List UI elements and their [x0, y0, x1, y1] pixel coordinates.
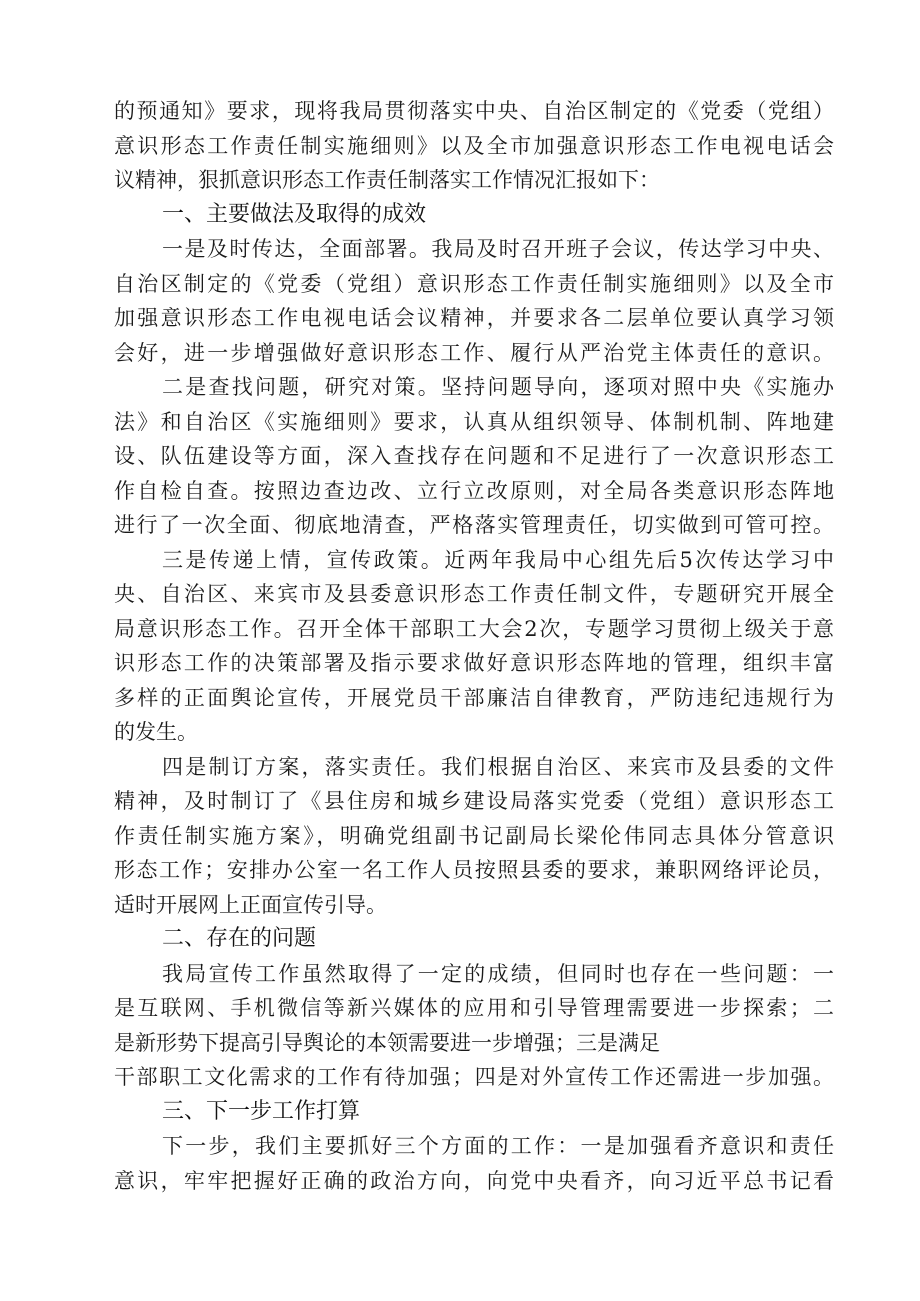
section-heading-1: 一、主要做法及取得的成效	[162, 201, 427, 227]
s1-p2-line-4: 作自检自查。按照边查边改、立行立改原则，对全局各类意识形态阵地	[114, 478, 834, 503]
intro-line-2: 意识形态工作责任制实施细则》以及全市加强意识形态工作电视电话会	[114, 133, 834, 158]
section-heading-2: 二、存在的问题	[162, 926, 317, 951]
s1-p2-line-3: 设、队伍建设等方面，深入查找存在问题和不足进行了一次意识形态工	[114, 444, 834, 468]
s1-p4-line-3: 作责任制实施方案》，明确党组副书记副局长梁伦伟同志具体分管意识	[114, 823, 834, 848]
s1-p3-line-4: 识形态工作的决策部署及指示要求做好意识形态阵地的管理，组织丰富	[114, 651, 834, 675]
s1-p3-line-1: 三是传递上情，宣传政策。近两年我局中心组先后5次传达学习中	[162, 547, 834, 572]
s1-p4-line-1: 四是制订方案，落实责任。我们根据自治区、来宾市及县委的文件	[162, 754, 834, 779]
s1-p4-line-2: 精神，及时制订了《县住房和城乡建设局落实党委（党组）意识形态工	[114, 789, 834, 813]
s2-p1-line-1: 我局宣传工作虽然取得了一定的成绩，但同时也存在一些问题：一	[162, 961, 834, 986]
s2-p1-line-4: 干部职工文化需求的工作有待加强；四是对外宣传工作还需进一步加强。	[114, 1065, 834, 1089]
s1-p3-line-3: 局意识形态工作。召开全体干部职工大会2次，专题学习贯彻上级关于意	[114, 616, 834, 641]
s1-p3-line-5: 多样的正面舆论宣传，开展党员干部廉洁自律教育，严防违纪违规行为	[114, 685, 834, 710]
document-body	[114, 94, 834, 1198]
s1-p2-line-2: 法》和自治区《实施细则》要求，认真从组织领导、体制机制、阵地建	[114, 409, 834, 434]
s1-p2-line-5: 进行了一次全面、彻底地清查，严格落实管理责任，切实做到可管可控。	[114, 513, 834, 537]
s2-p1-line-2: 是互联网、手机微信等新兴媒体的应用和引导管理需要进一步探索；二	[114, 996, 834, 1020]
s3-p1-line-1: 下一步，我们主要抓好三个方面的工作：一是加强看齐意识和责任	[162, 1134, 834, 1158]
s1-p2-line-1: 二是查找问题，研究对策。坚持问题导向，逐项对照中央《实施办	[162, 375, 834, 399]
s3-p1-line-2: 意识，牢牢把握好正确的政治方向，向党中央看齐，向习近平总书记看	[114, 1168, 834, 1193]
s1-p4-line-5: 适时开展网上正面宣传引导。	[114, 892, 387, 917]
s1-p1-line-4: 会好，进一步增强做好意识形态工作、履行从严治党主体责任的意识。	[114, 340, 834, 365]
s2-p1-line-3: 是新形势下提高引导舆论的本领需要进一步增强；三是满足	[114, 1030, 660, 1055]
intro-line-1: 的预通知》要求，现将我局贯彻落实中央、自治区制定的《党委（党组）	[114, 99, 834, 123]
s1-p4-line-4: 形态工作；安排办公室一名工作人员按照县委的要求，兼职网络评论员，	[114, 858, 834, 882]
section-heading-3: 三、下一步工作打算	[162, 1098, 361, 1124]
intro-line-3: 议精神，狠抓意识形态工作责任制落实工作情况汇报如下：	[114, 168, 660, 192]
s1-p3-line-2: 央、自治区、来宾市及县委意识形态工作责任制文件，专题研究开展全	[114, 582, 834, 606]
s1-p1-line-1: 一是及时传达，全面部署。我局及时召开班子会议，传达学习中央、	[162, 237, 834, 261]
s1-p3-line-6: 的发生。	[114, 720, 198, 744]
s1-p1-line-2: 自治区制定的《党委（党组）意识形态工作责任制实施细则》以及全市	[114, 271, 834, 296]
s1-p1-line-3: 加强意识形态工作电视电话会议精神，并要求各二层单位要认真学习领	[114, 306, 834, 330]
